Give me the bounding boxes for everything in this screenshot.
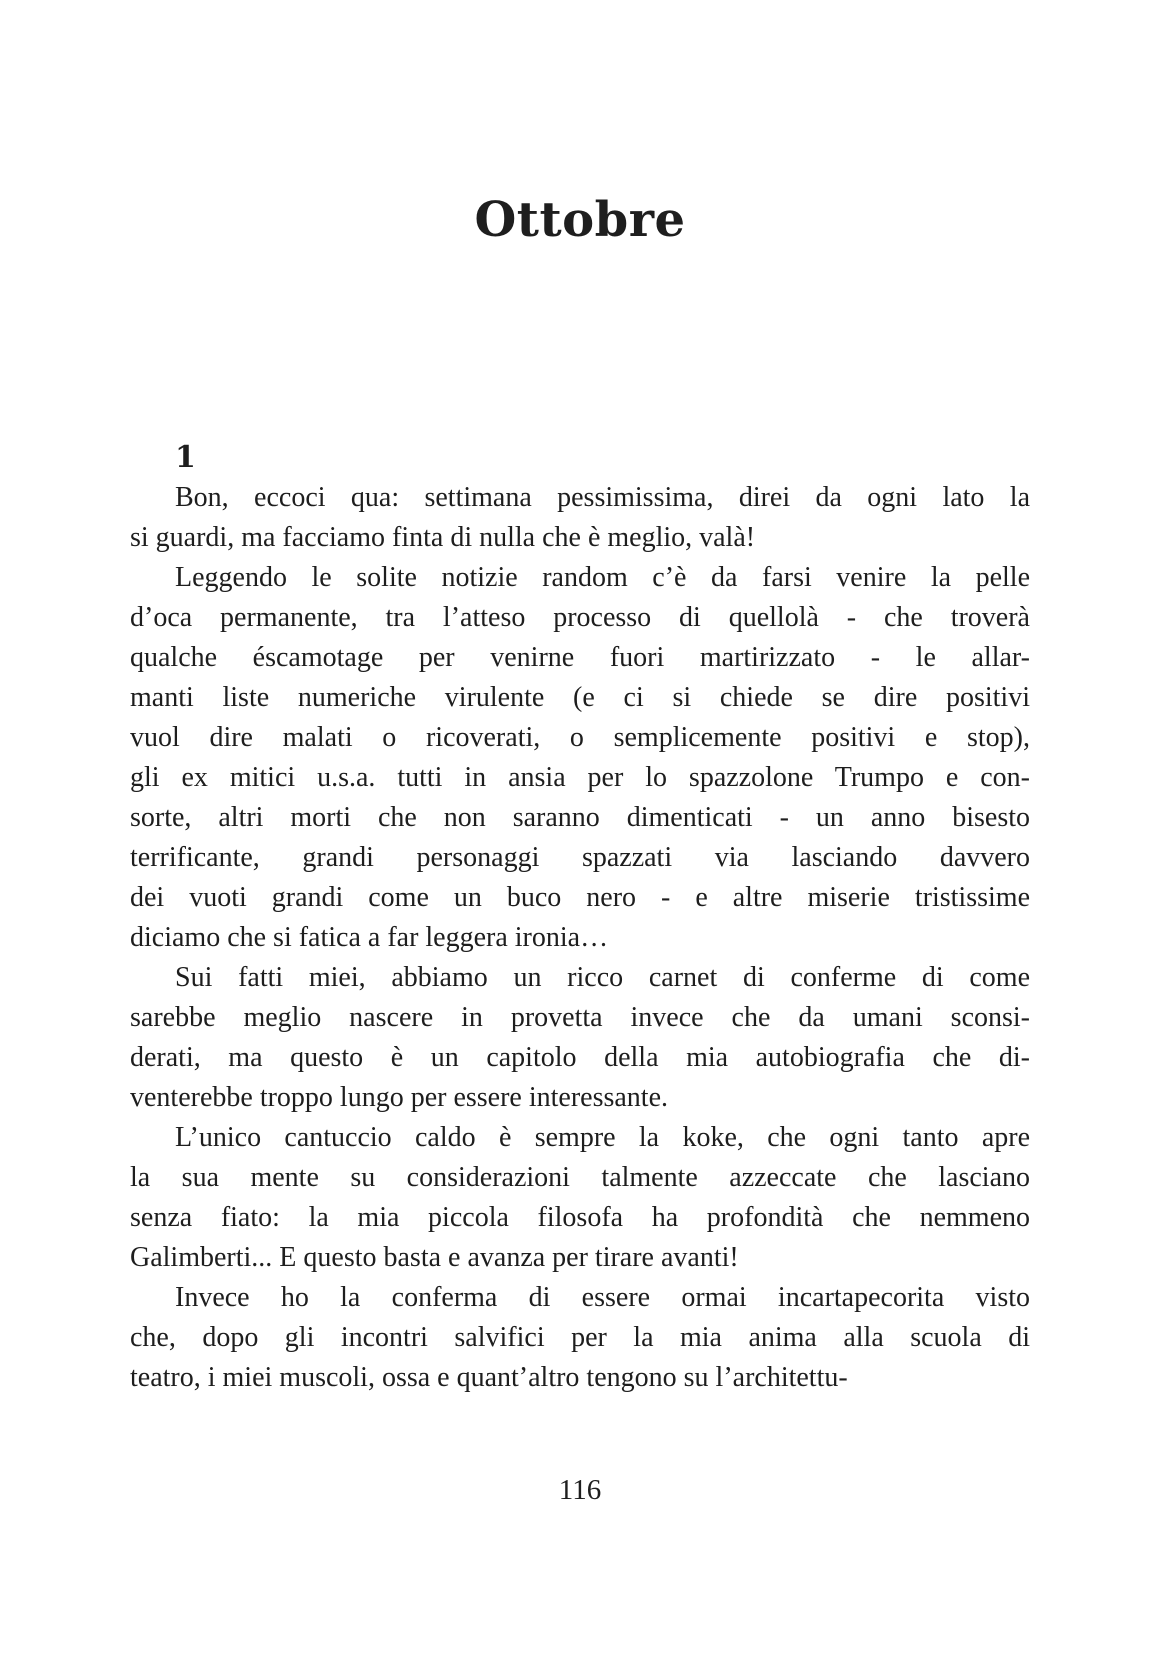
text-line: senza fiato: la mia piccola filosofa ha profondità che nemmeno (130, 1202, 1030, 1233)
text-line: qualche éscamotage per venirne fuori martirizzato - le allar- (130, 642, 1030, 673)
text-line: venterebbe troppo lungo per essere interessante. (130, 1082, 669, 1113)
text-line: teatro, i miei muscoli, ossa e quant’altro tengono su l’architettu- (130, 1362, 848, 1393)
section-number: 1 (175, 440, 196, 475)
text-line: L’unico cantuccio caldo è sempre la koke, che ogni tanto apre (175, 1122, 1030, 1153)
text-line: sarebbe meglio nascere in provetta invece che da umani sconsi- (130, 1002, 1030, 1033)
text-line: sorte, altri morti che non saranno dimenticati - un anno bisesto (130, 802, 1030, 833)
chapter-title: Ottobre (474, 192, 686, 248)
text-line: Galimberti... E questo basta e avanza per tirare avanti! (130, 1242, 739, 1273)
paragraph (130, 558, 1030, 958)
text-line: dei vuoti grandi come un buco nero - e altre miserie tristissime (130, 882, 1030, 913)
text-line: Invece ho la conferma di essere ormai incartapecorita visto (175, 1282, 1030, 1313)
text-line: d’oca permanente, tra l’atteso processo di quellolà - che troverà (130, 602, 1030, 633)
text-line: terrificante, grandi personaggi spazzati via lasciando davvero (130, 842, 1030, 873)
text-line: la sua mente su considerazioni talmente azzeccate che lasciano (130, 1162, 1030, 1193)
paragraph (130, 1118, 1030, 1278)
text-line: Bon, eccoci qua: settimana pessimissima, direi da ogni lato la (175, 482, 1030, 513)
text-line: Leggendo le solite notizie random c’è da farsi venire la pelle (175, 562, 1030, 593)
text-line: diciamo che si fatica a far leggera ironia… (130, 922, 609, 953)
text-line: gli ex mitici u.s.a. tutti in ansia per lo spazzolone Trumpo e con- (130, 762, 1030, 793)
paragraph (130, 478, 1030, 558)
text-line: Sui fatti miei, abbiamo un ricco carnet di conferme di come (175, 962, 1030, 993)
page-number: 116 (558, 1474, 602, 1506)
text-line: manti liste numeriche virulente (e ci si chiede se dire positivi (130, 682, 1030, 713)
text-line: derati, ma questo è un capitolo della mia autobiografia che di- (130, 1042, 1030, 1073)
body-text (130, 478, 1030, 1398)
text-line: si guardi, ma facciamo finta di nulla che è meglio, valà! (130, 522, 756, 553)
text-line: vuol dire malati o ricoverati, o semplicemente positivi e stop), (130, 722, 1030, 753)
paragraph (130, 958, 1030, 1118)
text-line: che, dopo gli incontri salvifici per la mia anima alla scuola di (130, 1322, 1030, 1353)
paragraph (130, 1278, 1030, 1398)
